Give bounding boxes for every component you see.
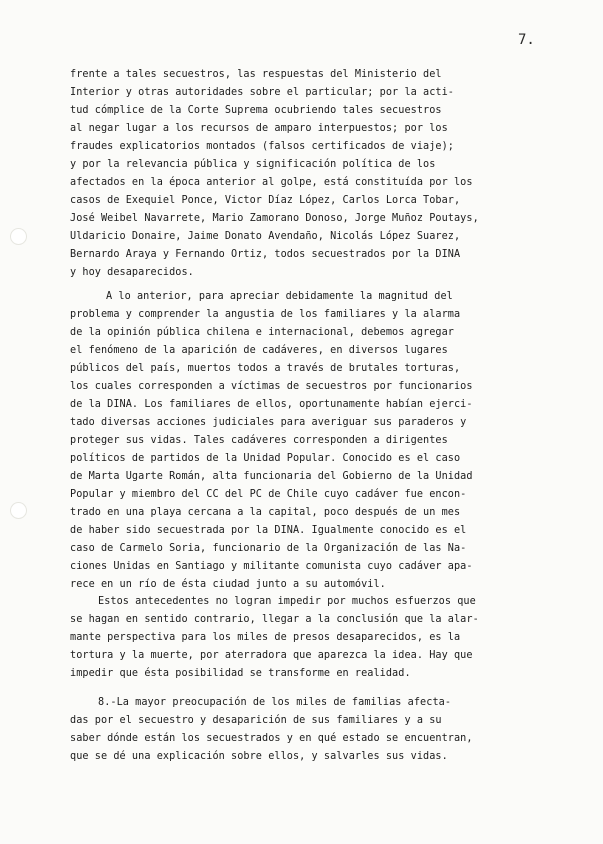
paragraph-3 [70,593,540,683]
text-line: Uldaricio Donaire, Jaime Donato Avendaño, Nicolás López Suarez, [70,231,461,242]
text-line: casos de Exequiel Ponce, Victor Díaz López, Carlos Lorca Tobar, [70,195,461,206]
text-line: públicos del país, muertos todos a través de brutales torturas, [70,363,461,374]
punch-hole [10,502,27,519]
text-line: tado diversas acciones judiciales para averiguar sus paraderos y [70,417,467,428]
text-line: y hoy desaparecidos. [70,267,194,278]
paragraph-4 [70,694,540,766]
text-line: ciones Unidas en Santiago y militante comunista cuyo cadáver apa- [70,561,473,572]
text-line: se hagan en sentido contrario, llegar a la conclusión que la alar- [70,614,479,625]
text-line: Interior y otras autoridades sobre el particular; por la acti- [70,87,454,98]
text-line: frente a tales secuestros, las respuestas del Ministerio del [70,69,442,80]
page-number: 7. [518,32,535,48]
text-line: impedir que ésta posibilidad se transforme en realidad. [70,668,411,679]
text-line: tortura y la muerte, por aterradora que aparezca la idea. Hay que [70,650,473,661]
paragraph-2 [70,288,540,594]
punch-hole [10,228,27,245]
text-line: Bernardo Araya y Fernando Ortiz, todos secuestrados por la DINA [70,249,461,260]
text-line: das por el secuestro y desaparición de sus familiares y a su [70,715,442,726]
text-line: y por la relevancia pública y significación política de los [70,159,436,170]
text-line: José Weibel Navarrete, Mario Zamorano Donoso, Jorge Muñoz Poutays, [70,213,479,224]
text-line: afectados en la época anterior al golpe, está constituída por los [70,177,473,188]
text-line: mante perspectiva para los miles de presos desaparecidos, es la [70,632,461,643]
text-line: que se dé una explicación sobre ellos, y salvarles sus vidas. [70,751,448,762]
text-line: Estos antecedentes no logran impedir por muchos esfuerzos que [98,596,476,607]
text-line: A lo anterior, para apreciar debidamente la magnitud del [106,291,453,302]
text-line: de la DINA. Los familiares de ellos, oportunamente habían ejerci- [70,399,473,410]
text-line: al negar lugar a los recursos de amparo interpuestos; por los [70,123,448,134]
text-line: tud cómplice de la Corte Suprema ocubriendo tales secuestros [70,105,442,116]
text-line: el fenómeno de la aparición de cadáveres, en diversos lugares [70,345,448,356]
text-line: de Marta Ugarte Román, alta funcionaria del Gobierno de la Unidad [70,471,473,482]
text-line: proteger sus vidas. Tales cadáveres corresponden a dirigentes [70,435,448,446]
text-line: 8.-La mayor preocupación de los miles de familias afecta- [98,697,452,708]
text-line: caso de Carmelo Soria, funcionario de la Organización de las Na- [70,543,467,554]
text-line: los cuales corresponden a víctimas de secuestros por funcionarios [70,381,473,392]
text-line: problema y comprender la angustia de los familiares y la alarma [70,309,461,320]
text-line: saber dónde están los secuestrados y en qué estado se encuentran, [70,733,473,744]
text-line: Popular y miembro del CC del PC de Chile cuyo cadáver fue encon- [70,489,467,500]
text-line: de la opinión pública chilena e internacional, debemos agregar [70,327,454,338]
text-line: de haber sido secuestrada por la DINA. Igualmente conocido es el [70,525,467,536]
text-line: rece en un río de ésta ciudad junto a su automóvil. [70,579,386,590]
text-line: trado en una playa cercana a la capital, poco después de un mes [70,507,461,518]
paragraph-1 [70,66,540,282]
text-line: fraudes explicatorios montados (falsos certificados de viaje); [70,141,454,152]
text-line: políticos de partidos de la Unidad Popular. Conocido es el caso [70,453,461,464]
